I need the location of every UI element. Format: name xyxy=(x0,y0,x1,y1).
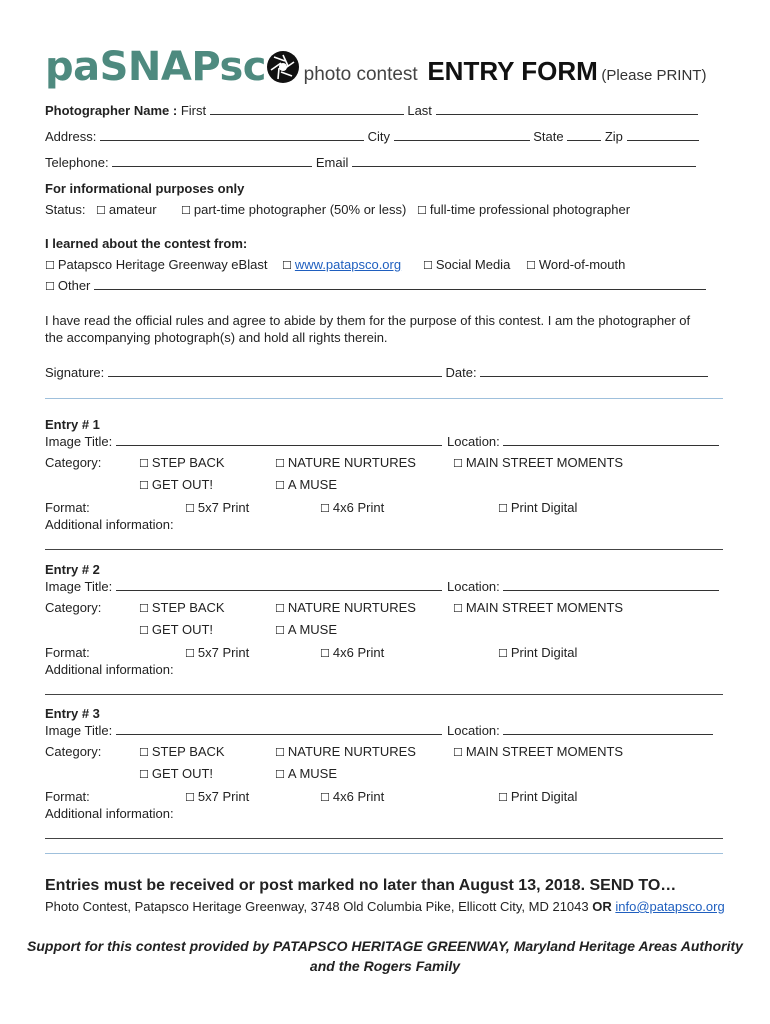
category-a-muse[interactable]: ☐ A MUSE xyxy=(275,766,337,781)
or-label: OR xyxy=(592,899,612,914)
email-field[interactable] xyxy=(352,155,696,167)
category-a-muse[interactable]: ☐ A MUSE xyxy=(275,622,337,637)
location-field[interactable] xyxy=(503,723,713,735)
format-4x6[interactable]: ☐ 4x6 Print xyxy=(320,789,385,804)
header-subtitle: photo contest xyxy=(303,64,418,85)
checkbox-icon[interactable]: ☐ xyxy=(320,791,330,804)
location-label: Location: xyxy=(447,723,500,738)
format-digital[interactable]: ☐ Print Digital xyxy=(498,500,578,515)
status-amateur[interactable]: ☐ amateur xyxy=(96,202,157,217)
learned-heading: I learned about the contest from: xyxy=(45,236,248,251)
additional-info-field[interactable] xyxy=(45,694,723,695)
checkbox-icon[interactable]: ☐ xyxy=(282,259,292,272)
category-nature-nurtures[interactable]: ☐ NATURE NURTURES xyxy=(275,600,416,615)
image-title-field[interactable] xyxy=(116,579,442,591)
category-step-back[interactable]: ☐ STEP BACK xyxy=(139,455,225,470)
learned-social[interactable]: ☐ Social Media xyxy=(423,257,511,272)
location-row xyxy=(447,579,719,594)
status-part-time[interactable]: ☐ part-time photographer (50% or less) xyxy=(181,202,407,217)
location-label: Location: xyxy=(447,579,500,594)
category-a-muse[interactable]: ☐ A MUSE xyxy=(275,477,337,492)
checkbox-icon[interactable]: ☐ xyxy=(96,204,106,217)
checkbox-icon[interactable]: ☐ xyxy=(275,602,285,615)
website-link[interactable]: www.patapsco.org xyxy=(294,257,402,272)
mailing-address: Photo Contest, Patapsco Heritage Greenway, 3748 Old Columbia Pike, Ellicott City, MD 21043 OR info@patapsco.org xyxy=(45,899,725,914)
last-label: Last xyxy=(407,103,432,118)
checkbox-icon[interactable]: ☐ xyxy=(423,259,433,272)
entry-heading: Entry # 2 xyxy=(45,562,100,577)
entry-heading: Entry # 1 xyxy=(45,417,100,432)
checkbox-icon[interactable]: ☐ xyxy=(185,647,195,660)
checkbox-icon[interactable]: ☐ xyxy=(453,457,463,470)
first-name-field[interactable] xyxy=(210,103,404,115)
image-title-label: Image Title: xyxy=(45,723,113,738)
section-divider xyxy=(45,853,723,854)
first-label: First xyxy=(180,103,207,118)
checkbox-icon[interactable]: ☐ xyxy=(139,479,149,492)
checkbox-icon[interactable]: ☐ xyxy=(453,746,463,759)
print-note: (Please PRINT) xyxy=(601,67,707,84)
image-title-field[interactable] xyxy=(116,434,442,446)
checkbox-icon[interactable]: ☐ xyxy=(498,502,508,515)
format-5x7[interactable]: ☐ 5x7 Print xyxy=(185,500,250,515)
checkbox-icon[interactable]: ☐ xyxy=(498,791,508,804)
learned-eblast[interactable]: ☐ Patapsco Heritage Greenway eBlast xyxy=(45,257,268,272)
format-label: Format: xyxy=(45,645,90,660)
date-field[interactable] xyxy=(480,365,708,377)
image-title-row xyxy=(45,434,442,449)
checkbox-icon[interactable]: ☐ xyxy=(139,746,149,759)
city-field[interactable] xyxy=(394,129,530,141)
checkbox-icon[interactable]: ☐ xyxy=(45,259,55,272)
category-main-street[interactable]: ☐ MAIN STREET MOMENTS xyxy=(453,600,624,615)
address-label: Address: xyxy=(45,129,97,144)
category-nature-nurtures[interactable]: ☐ NATURE NURTURES xyxy=(275,744,416,759)
additional-info-label: Additional information: xyxy=(45,517,174,532)
additional-info-field[interactable] xyxy=(45,549,723,550)
learned-other[interactable]: ☐ Other xyxy=(45,278,706,293)
image-title-label: Image Title: xyxy=(45,579,113,594)
checkbox-icon[interactable]: ☐ xyxy=(498,647,508,660)
category-get-out[interactable]: ☐ GET OUT! xyxy=(139,622,214,637)
date-label: Date: xyxy=(445,365,477,380)
header xyxy=(45,44,706,90)
phone-row xyxy=(45,155,696,170)
image-title-row xyxy=(45,723,442,738)
checkbox-icon[interactable]: ☐ xyxy=(45,280,55,293)
state-field[interactable] xyxy=(567,129,601,141)
checkbox-icon[interactable]: ☐ xyxy=(320,647,330,660)
format-4x6[interactable]: ☐ 4x6 Print xyxy=(320,645,385,660)
image-title-row xyxy=(45,579,442,594)
support-line-1: Support for this contest provided by PATAPSCO HERITAGE GREENWAY, Maryland Heritage Areas Authority xyxy=(27,938,743,954)
category-main-street[interactable]: ☐ MAIN STREET MOMENTS xyxy=(453,744,624,759)
checkbox-icon[interactable]: ☐ xyxy=(417,204,427,217)
checkbox-icon[interactable]: ☐ xyxy=(526,259,536,272)
email-link[interactable]: info@patapsco.org xyxy=(615,899,725,914)
other-field[interactable] xyxy=(94,278,706,290)
category-step-back[interactable]: ☐ STEP BACK xyxy=(139,744,225,759)
learned-website[interactable] xyxy=(282,257,401,272)
checkbox-icon[interactable]: ☐ xyxy=(181,204,191,217)
status-full-time[interactable]: ☐ full-time professional photographer xyxy=(417,202,631,217)
checkbox-icon[interactable]: ☐ xyxy=(453,602,463,615)
signature-label: Signature: xyxy=(45,365,105,380)
status-row xyxy=(45,202,85,217)
additional-info-field[interactable] xyxy=(45,838,723,839)
state-label: State xyxy=(533,129,564,144)
checkbox-icon[interactable]: ☐ xyxy=(320,502,330,515)
checkbox-icon[interactable]: ☐ xyxy=(139,602,149,615)
agreement-line-1: I have read the official rules and agree to abide by them for the purpose of this contest. I am the photographer of xyxy=(45,313,691,328)
checkbox-icon[interactable]: ☐ xyxy=(185,791,195,804)
additional-info-label: Additional information: xyxy=(45,662,174,677)
last-name-field[interactable] xyxy=(436,103,698,115)
form-title: ENTRY FORM xyxy=(427,56,598,86)
category-main-street[interactable]: ☐ MAIN STREET MOMENTS xyxy=(453,455,624,470)
signature-field[interactable] xyxy=(108,365,442,377)
photographer-row xyxy=(45,103,698,118)
deadline-text: Entries must be received or post marked no later than August 13, 2018. SEND TO… xyxy=(45,877,677,894)
checkbox-icon[interactable]: ☐ xyxy=(275,746,285,759)
support-line-2: and the Rogers Family xyxy=(309,958,461,974)
section-divider xyxy=(45,398,723,399)
zip-label: Zip xyxy=(604,129,623,144)
checkbox-icon[interactable]: ☐ xyxy=(275,457,285,470)
location-row xyxy=(447,723,713,738)
checkbox-icon[interactable]: ☐ xyxy=(185,502,195,515)
address-row xyxy=(45,129,699,144)
additional-info-label: Additional information: xyxy=(45,806,174,821)
entry-heading: Entry # 3 xyxy=(45,706,100,721)
category-get-out[interactable]: ☐ GET OUT! xyxy=(139,766,214,781)
image-title-label: Image Title: xyxy=(45,434,113,449)
category-get-out[interactable]: ☐ GET OUT! xyxy=(139,477,214,492)
checkbox-icon[interactable]: ☐ xyxy=(275,768,285,781)
format-label: Format: xyxy=(45,500,90,515)
format-4x6[interactable]: ☐ 4x6 Print xyxy=(320,500,385,515)
telephone-field[interactable] xyxy=(112,155,312,167)
format-5x7[interactable]: ☐ 5x7 Print xyxy=(185,789,250,804)
zip-field[interactable] xyxy=(627,129,699,141)
category-nature-nurtures[interactable]: ☐ NATURE NURTURES xyxy=(275,455,416,470)
telephone-label: Telephone: xyxy=(45,155,109,170)
format-5x7[interactable]: ☐ 5x7 Print xyxy=(185,645,250,660)
checkbox-icon[interactable]: ☐ xyxy=(139,457,149,470)
location-row xyxy=(447,434,719,449)
category-label: Category: xyxy=(45,455,102,470)
agreement-line-2: the accompanying photograph(s) and hold all rights therein. xyxy=(45,330,388,345)
signature-row xyxy=(45,365,708,380)
checkbox-icon[interactable]: ☐ xyxy=(275,624,285,637)
category-step-back[interactable]: ☐ STEP BACK xyxy=(139,600,225,615)
camera-aperture-icon xyxy=(266,50,300,84)
format-digital[interactable]: ☐ Print Digital xyxy=(498,789,578,804)
address-field[interactable] xyxy=(100,129,364,141)
photographer-label: Photographer Name : xyxy=(45,103,178,118)
format-digital[interactable]: ☐ Print Digital xyxy=(498,645,578,660)
status-label: Status: xyxy=(45,202,86,217)
image-title-field[interactable] xyxy=(116,723,442,735)
checkbox-icon[interactable]: ☐ xyxy=(275,479,285,492)
checkbox-icon[interactable]: ☐ xyxy=(139,624,149,637)
location-field[interactable] xyxy=(503,434,719,446)
logo-text: paSNAPsc xyxy=(45,44,266,90)
checkbox-icon[interactable]: ☐ xyxy=(139,768,149,781)
category-label: Category: xyxy=(45,744,102,759)
learned-word-of-mouth[interactable]: ☐ Word-of-mouth xyxy=(526,257,626,272)
location-field[interactable] xyxy=(503,579,719,591)
info-heading: For informational purposes only xyxy=(45,181,245,196)
city-label: City xyxy=(367,129,390,144)
category-label: Category: xyxy=(45,600,102,615)
format-label: Format: xyxy=(45,789,90,804)
email-label: Email xyxy=(315,155,349,170)
location-label: Location: xyxy=(447,434,500,449)
